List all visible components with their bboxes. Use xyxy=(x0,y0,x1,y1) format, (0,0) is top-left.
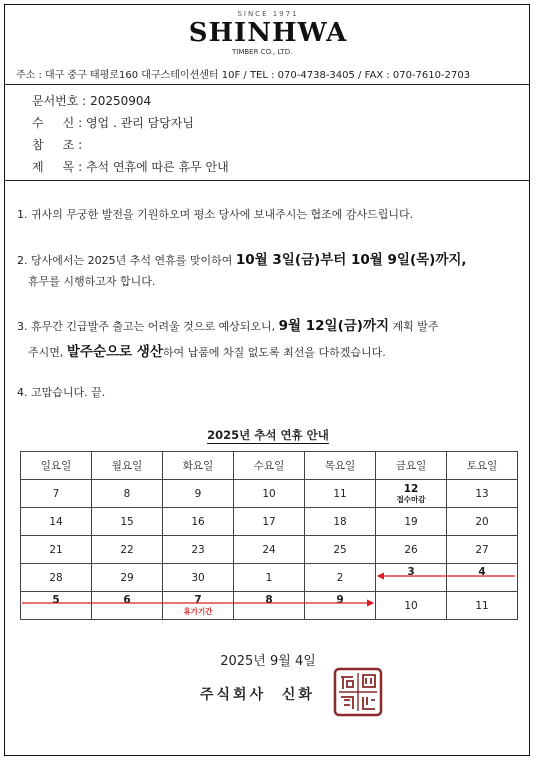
order-deadline-highlight: 9월 12일(금)까지 xyxy=(278,318,390,334)
calendar-header-row xyxy=(21,452,518,480)
paragraph-3-text-c: 주시면, xyxy=(28,346,67,359)
deadline-note: 접수마감 xyxy=(396,495,426,504)
calendar-title-text: 2025년 추석 연휴 안내 xyxy=(207,428,329,442)
paragraph-3-cont xyxy=(28,340,386,360)
holiday-day-cell xyxy=(447,564,518,592)
subject: 추석 연휴에 따른 휴무 안내 xyxy=(85,160,229,174)
company-logo: SHINHWA xyxy=(188,18,348,48)
paragraph-1: 1. 귀사의 무궁한 발전을 기원하오며 평소 당사에 보내주시는 협조에 감사드립니다. xyxy=(17,208,414,221)
holiday-day-cell xyxy=(376,564,447,592)
calendar-row xyxy=(21,480,518,508)
deadline-day-cell xyxy=(376,480,447,508)
holiday-period-highlight: 10월 3일(금)부터 10월 9일(목)까지, xyxy=(235,252,467,268)
day-cell: 8 xyxy=(92,480,163,508)
header-sunday: 일요일 xyxy=(21,452,92,480)
day-cell: 26 xyxy=(376,536,447,564)
calendar-row xyxy=(21,508,518,536)
company-logo-subtitle: TIMBER CO., LTD. xyxy=(232,48,293,56)
day-cell: 15 xyxy=(92,508,163,536)
paragraph-2 xyxy=(17,248,467,268)
production-order-highlight: 발주순으로 생산 xyxy=(66,344,163,360)
holiday-day: 8 xyxy=(265,593,273,606)
day-cell: 7 xyxy=(21,480,92,508)
holiday-day: 4 xyxy=(478,565,486,578)
day-cell: 20 xyxy=(447,508,518,536)
recipient-line xyxy=(32,114,194,131)
meta-divider xyxy=(4,180,530,181)
company-seal-icon xyxy=(333,667,383,717)
holiday-day-cell xyxy=(163,592,234,620)
doc-number-label: 문서번호 : xyxy=(32,94,87,108)
issue-date: 2025년 9월 4일 xyxy=(220,654,316,669)
day-cell: 1 xyxy=(234,564,305,592)
day-cell: 14 xyxy=(21,508,92,536)
day-cell: 27 xyxy=(447,536,518,564)
day-cell: 17 xyxy=(234,508,305,536)
company-name: 주식회사 신화 xyxy=(200,687,315,703)
paragraph-2-cont: 휴무를 시행하고자 합니다. xyxy=(28,275,156,288)
day-cell: 10 xyxy=(376,592,447,620)
holiday-day-cell xyxy=(21,592,92,620)
day-cell: 23 xyxy=(163,536,234,564)
day-cell: 29 xyxy=(92,564,163,592)
holiday-day-cell xyxy=(92,592,163,620)
doc-number: 20250904 xyxy=(90,94,152,108)
paragraph-3 xyxy=(17,314,439,334)
day-cell: 24 xyxy=(234,536,305,564)
calendar-row xyxy=(21,564,518,592)
holiday-period-note: 휴가기간 xyxy=(183,607,213,616)
day-cell: 25 xyxy=(305,536,376,564)
day-cell: 9 xyxy=(163,480,234,508)
header-thursday: 목요일 xyxy=(305,452,376,480)
header-divider xyxy=(4,84,530,85)
doc-number-line xyxy=(32,92,151,109)
day-cell: 18 xyxy=(305,508,376,536)
holiday-day: 9 xyxy=(336,593,344,606)
holiday-day: 6 xyxy=(123,593,131,606)
day-cell: 13 xyxy=(447,480,518,508)
calendar-title xyxy=(0,427,536,443)
header-tuesday: 화요일 xyxy=(163,452,234,480)
deadline-day: 12 xyxy=(403,483,419,495)
day-cell: 11 xyxy=(447,592,518,620)
reference-line xyxy=(32,136,82,153)
day-cell: 19 xyxy=(376,508,447,536)
day-cell: 30 xyxy=(163,564,234,592)
subject-line xyxy=(32,158,229,175)
paragraph-2-text: 2. 당사에서는 2025년 추석 연휴를 맞이하여 xyxy=(17,254,236,267)
recipient-label: 수 신 : xyxy=(32,116,83,130)
reference-label: 참 조 : xyxy=(32,138,83,152)
recipient: 영업 . 관리 담당자님 xyxy=(85,116,194,130)
since-text: SINCE 1971 xyxy=(237,10,299,18)
paragraph-3-text-d: 하여 납품에 차질 없도록 최선을 다하겠습니다. xyxy=(162,346,386,359)
header-friday: 금요일 xyxy=(376,452,447,480)
holiday-calendar xyxy=(20,451,518,620)
company-address: 주소 : 대구 중구 태평로160 대구스테이션센터 10F / TEL : 070-4738-3405 / FAX : 070-7610-2703 xyxy=(16,70,471,81)
day-cell: 21 xyxy=(21,536,92,564)
holiday-day-cell xyxy=(234,592,305,620)
calendar-row xyxy=(21,536,518,564)
day-cell: 22 xyxy=(92,536,163,564)
paragraph-4: 4. 고맙습니다. 끝. xyxy=(17,386,106,399)
header-monday: 월요일 xyxy=(92,452,163,480)
holiday-day-cell xyxy=(305,592,376,620)
day-cell: 16 xyxy=(163,508,234,536)
paragraph-3-text-b: 계획 발주 xyxy=(389,320,439,333)
calendar-row xyxy=(21,592,518,620)
day-cell: 11 xyxy=(305,480,376,508)
day-cell: 2 xyxy=(305,564,376,592)
holiday-day: 5 xyxy=(52,593,60,606)
holiday-day: 3 xyxy=(407,565,415,578)
header-saturday: 토요일 xyxy=(447,452,518,480)
day-cell: 10 xyxy=(234,480,305,508)
header-wednesday: 수요일 xyxy=(234,452,305,480)
paragraph-3-text: 3. 휴무간 긴급발주 출고는 어려울 것으로 예상되오니, xyxy=(17,320,279,333)
day-cell: 28 xyxy=(21,564,92,592)
holiday-day: 7 xyxy=(194,593,202,606)
subject-label: 제 목 : xyxy=(32,160,83,174)
